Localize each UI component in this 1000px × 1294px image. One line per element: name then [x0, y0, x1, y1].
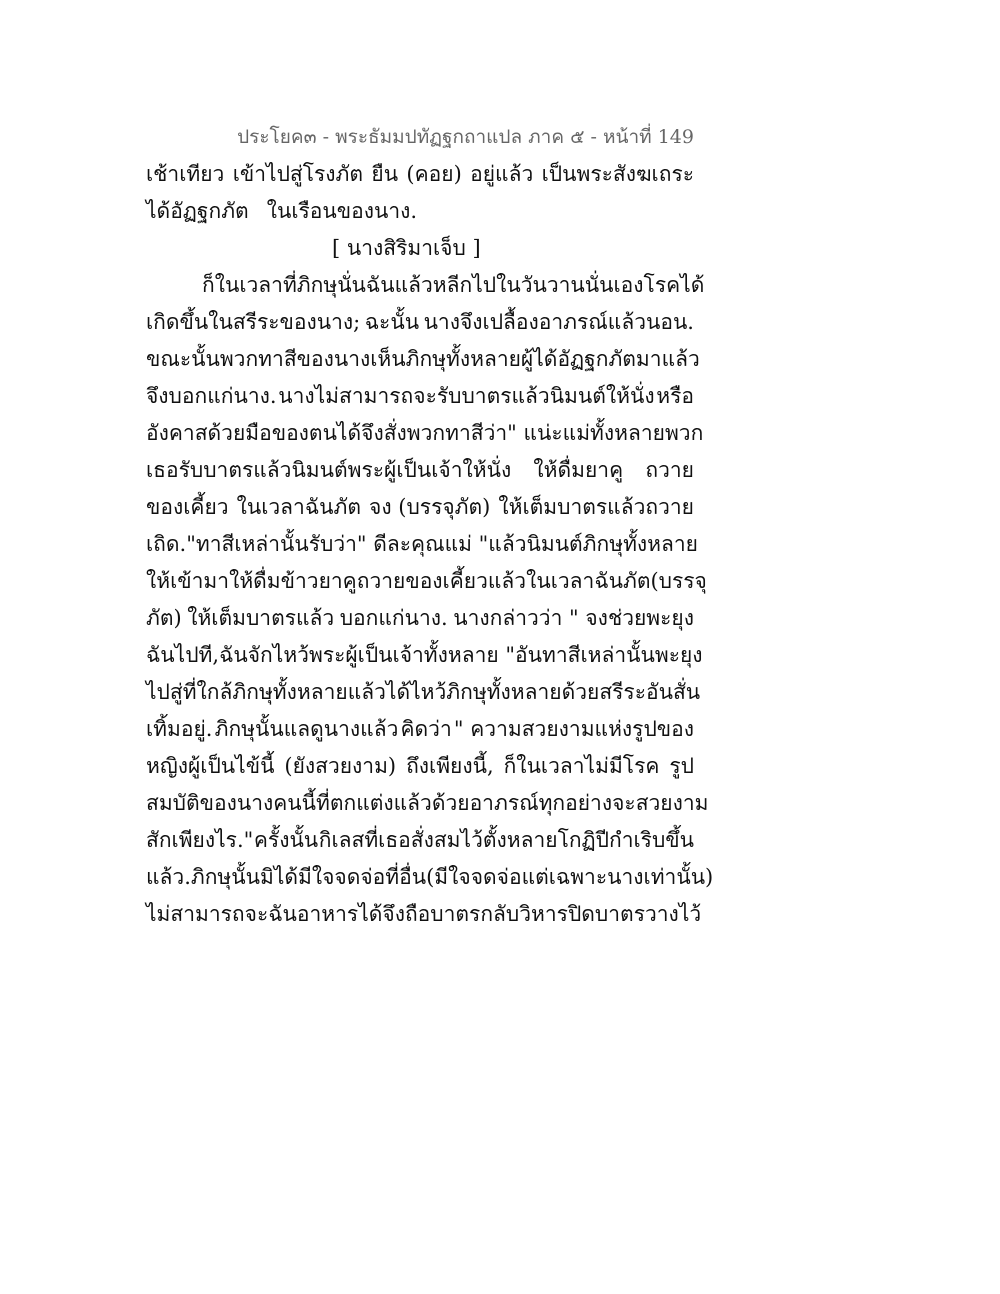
- text-segment: จะสวยงาม: [612, 791, 709, 815]
- text-segment: นางไม่สามารถจะรับบาตรแล้วนิมนต์ให้นั่ง: [278, 384, 655, 408]
- text-segment: " ความสวยงามแห่งรูปของ: [453, 717, 694, 741]
- text-line: [146, 415, 704, 452]
- text-line: [146, 489, 694, 526]
- text-segment: กลับวิหาร: [480, 902, 568, 926]
- text-segment: ในเวลาฉันภัต: [236, 495, 361, 519]
- text-segment: ปิดบาตรวางไว้: [567, 902, 702, 926]
- text-segment: ภัต): [146, 606, 182, 630]
- text-segment: ให้เต็มบาตรแล้วถวาย: [498, 495, 694, 519]
- text-segment: แล้วนิมนต์ภิกษุทั้งหลาย: [488, 532, 698, 556]
- text-segment: นางจึงเปลื้องอาภรณ์แล้วนอน.: [423, 310, 694, 334]
- text-segment: (ยังสวยงาม): [284, 754, 397, 778]
- text-line: [146, 748, 694, 785]
- text-segment: กิเลสที่เธอสั่งสมไว้ตั้งหลายโกฏิปีกำเริบขึ้น: [318, 828, 694, 852]
- text-segment: ทาสีเหล่านั้นรับว่า: [195, 532, 357, 556]
- text-segment: พวก: [664, 421, 704, 445]
- text-segment: เช้าเทียว: [146, 162, 225, 186]
- text-line: [146, 896, 702, 933]
- text-segment: " แน่ะแม่ทั้งหลาย: [507, 421, 665, 445]
- text-segment: ภิกษุนั้นแลดูนางแล้ว: [214, 717, 399, 741]
- text-segment: เถิด.": [146, 532, 196, 556]
- text-segment: คิดว่า: [400, 717, 452, 741]
- text-segment: ฉันจักไหว้พระผู้เป็นเจ้าทั้งหลาย ": [219, 643, 516, 667]
- text-line: [146, 526, 698, 563]
- text-segment: รูป: [669, 754, 694, 778]
- text-segment: อยู่แล้ว: [470, 162, 534, 186]
- text-segment: บอกแก่นาง.: [339, 606, 448, 630]
- text-segment: ฉะนั้น: [364, 310, 420, 334]
- text-segment: ที่ตกแต่งแล้วด้วยอาภรณ์ทุกอย่าง: [316, 791, 613, 815]
- section-heading: [146, 230, 694, 267]
- text-segment: ได้อัฏฐกภัต: [146, 199, 249, 223]
- text-segment: ให้ดื่มยาคู: [533, 458, 624, 482]
- text-segment: หญิงผู้เป็นไข้นี้: [146, 754, 275, 778]
- text-segment: ก็ในเวลาไม่มีโรค: [503, 754, 660, 778]
- text-line: [146, 674, 701, 711]
- text-line: [146, 785, 709, 822]
- text-segment: ไปสู่ที่ใกล้ภิกษุทั้งหลายแล้ว: [146, 680, 386, 704]
- text-segment: สมบัติของนางคนนี้: [146, 791, 317, 815]
- text-segment: (มีใจจดจ่อแต่เฉพาะนางเท่านั้น): [426, 865, 714, 889]
- text-segment: เข้าไปสู่โรงภัต: [232, 162, 364, 186]
- text-segment: (บรรจุ: [650, 569, 707, 593]
- text-segment: ให้ดื่มข้าวยาคู: [229, 569, 357, 593]
- text-segment: ก็ในเวลาที่ภิกษุนั่นฉันแล้ว: [202, 273, 433, 297]
- text-line: [146, 267, 705, 304]
- text-segment: อังคาสด้วยมือของตนได้: [146, 421, 362, 445]
- text-segment: (คอย): [406, 162, 462, 186]
- text-segment: ได้ไหว้ภิกษุทั้งหลายด้วยสรีระอันสั่น: [385, 680, 701, 704]
- text-segment: พวกทาสีของนางเห็นภิกษุทั้งหลายผู้ได้อัฏฐกภัตมาแล้ว: [219, 347, 700, 371]
- text-segment: เธอรับบาตรแล้วนิมนต์พระผู้เป็นเจ้าให้นั่ง: [146, 458, 512, 482]
- text-segment: จึงบอกแก่นาง.: [146, 384, 277, 408]
- text-segment: สักเพียงไร.": [146, 828, 254, 852]
- text-line: [146, 600, 694, 637]
- text-segment: อันทาสีเหล่านั้นพะยุง: [515, 643, 703, 667]
- text-segment: ครั้งนั้น: [253, 828, 319, 852]
- text-segment: หลีกไปในวันวานนั่นเอง: [432, 273, 644, 297]
- text-line: [146, 378, 694, 415]
- text-segment: ภิกษุนั้นมิได้มีใจจดจ่อที่อื่น: [190, 865, 427, 889]
- text-segment: ให้เต็มบาตรแล้ว: [187, 606, 335, 630]
- text-segment: ให้เข้ามา: [146, 569, 230, 593]
- text-segment: โรคได้: [643, 273, 705, 297]
- text-segment: เทิ้มอยู่.: [146, 717, 213, 741]
- text-segment: นางกล่าวว่า " จงช่วยพะยุง: [453, 606, 694, 630]
- text-segment: หรือ: [656, 384, 694, 408]
- text-line: [146, 156, 694, 193]
- text-segment: จง (บรรจุภัต): [369, 495, 491, 519]
- text-segment: ขณะนั้น: [146, 347, 220, 371]
- text-line: [146, 563, 707, 600]
- text-segment: ในเรือนของนาง.: [266, 199, 418, 223]
- text-line: [146, 452, 694, 489]
- text-segment: ฉันไปที,: [146, 643, 220, 667]
- text-segment: ถึงเพียงนี้,: [406, 754, 494, 778]
- page-header: ประโยค๓ - พระธัมมปทัฏฐกถาแปล ภาค ๕ - หน้าที่ 149: [237, 126, 694, 148]
- text-line: [146, 341, 700, 378]
- text-segment: เป็นพระสังฆเถระ: [541, 162, 694, 186]
- text-segment: แล้ว.: [146, 865, 191, 889]
- text-segment: ในเวลาฉันภัต: [526, 569, 651, 593]
- text-line: [146, 193, 694, 230]
- text-segment: เกิดขึ้นในสรีระของนาง;: [146, 310, 361, 334]
- text-segment: จึงสั่งพวกทาสีว่า: [361, 421, 508, 445]
- text-line: [146, 711, 694, 748]
- text-line: [146, 859, 714, 896]
- text-segment: ของเคี้ยว: [146, 495, 229, 519]
- text-segment: ถวายของเคี้ยวแล้ว: [356, 569, 527, 593]
- text-segment: [ นางสิริมาเจ็บ ]: [332, 236, 481, 260]
- text-line: [146, 637, 703, 674]
- text-segment: คุณแม่ ": [411, 532, 489, 556]
- text-segment: จึงถือบาตร: [382, 902, 481, 926]
- text-segment: ถวาย: [645, 458, 694, 482]
- text-segment: ยืน: [371, 162, 399, 186]
- text-segment: ไม่สามารถจะฉันอาหารได้: [146, 902, 383, 926]
- text-line: [146, 304, 694, 341]
- document-body: [146, 156, 714, 933]
- text-segment: " ดีละ: [356, 532, 412, 556]
- text-line: [146, 822, 694, 859]
